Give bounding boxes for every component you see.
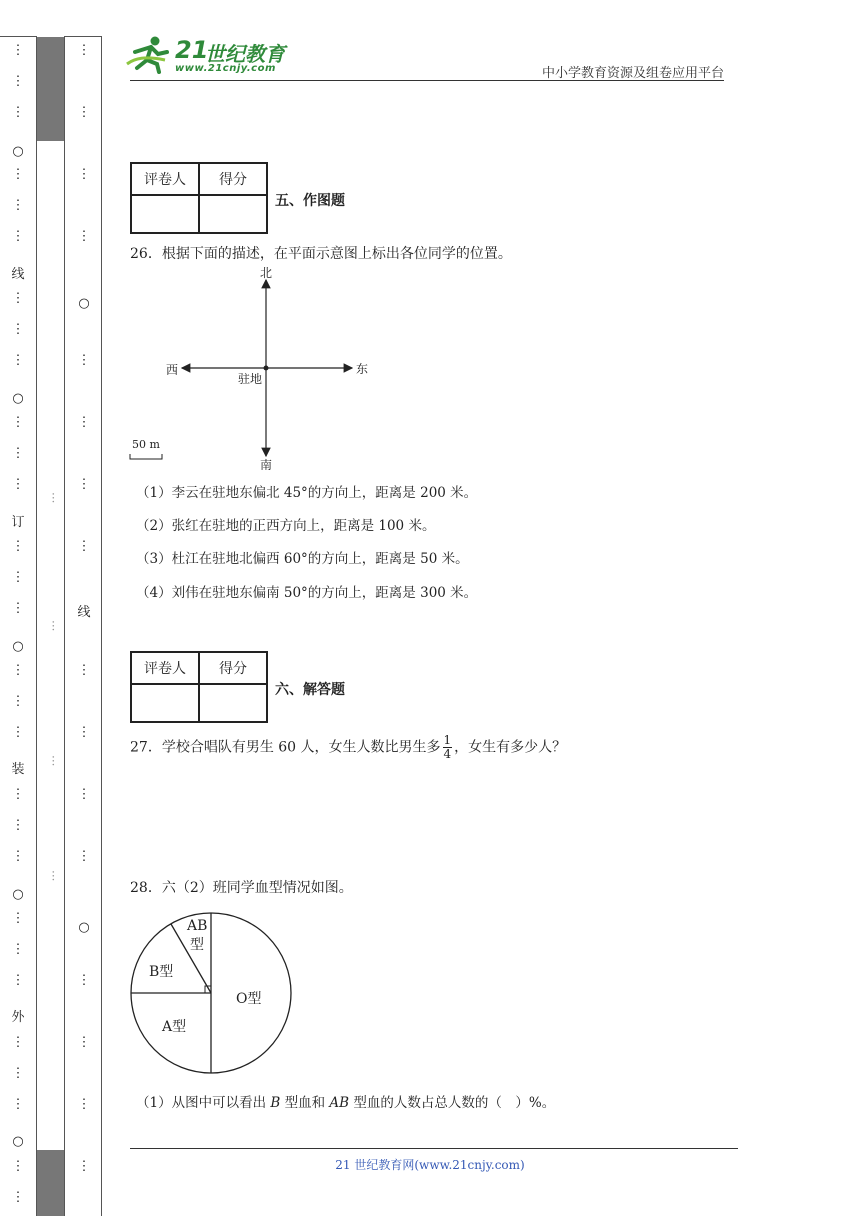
binding-circle-mark: ○ bbox=[12, 144, 24, 159]
q26-item: （3）杜江在驻地北偏西 60°的方向上，距离是 50 米。 bbox=[136, 551, 469, 567]
binding-dot: ⋮ bbox=[11, 694, 25, 709]
fraction-denominator: 4 bbox=[443, 747, 452, 761]
binding-circle-mark: ○ bbox=[12, 639, 24, 654]
binding-label-line: 线 bbox=[11, 267, 25, 282]
binding-label-ding: 订 bbox=[11, 515, 25, 530]
binding-fill-dots: ··· bbox=[46, 492, 60, 504]
compass-diagram bbox=[120, 262, 390, 474]
binding-dot: ⋮ bbox=[11, 322, 25, 337]
binding-dot: ⋮ bbox=[11, 849, 25, 864]
binding-dot: ⋮ bbox=[77, 353, 91, 368]
binding-dot: ⋮ bbox=[11, 570, 25, 585]
fraction-numerator: 1 bbox=[443, 733, 452, 747]
q26-item: （4）刘伟在驻地东偏南 50°的方向上，距离是 300 米。 bbox=[136, 585, 478, 601]
binding-circle-mark: ○ bbox=[78, 296, 90, 311]
q28-item bbox=[136, 1091, 555, 1111]
origin-point bbox=[264, 366, 269, 371]
reviewer-cell bbox=[131, 684, 199, 722]
binding-dot: ⋮ bbox=[11, 1159, 25, 1174]
pie-label-a: A型 bbox=[162, 1019, 187, 1035]
fraction bbox=[443, 734, 453, 761]
site-logo bbox=[125, 34, 315, 78]
footer-text: 21 世纪教育网(www.21cnjy.com) bbox=[335, 1158, 525, 1172]
q26-item: （2）张红在驻地的正西方向上，距离是 100 米。 bbox=[136, 518, 436, 534]
binding-dot: ⋮ bbox=[11, 415, 25, 430]
binding-circle-mark: ○ bbox=[78, 920, 90, 935]
binding-dot: ⋮ bbox=[77, 229, 91, 244]
binding-dot: ⋮ bbox=[11, 167, 25, 182]
south-label: 南 bbox=[260, 458, 273, 472]
binding-dot: ⋮ bbox=[11, 1097, 25, 1112]
binding-dot: ⋮ bbox=[77, 539, 91, 554]
east-label: 东 bbox=[356, 362, 369, 376]
section-title: 六、解答题 bbox=[275, 682, 345, 698]
q28-text: 型血和 bbox=[280, 1095, 330, 1111]
binding-dot: ⋮ bbox=[77, 849, 91, 864]
question-27 bbox=[130, 734, 566, 761]
binding-dot: ⋮ bbox=[11, 198, 25, 213]
binding-dot: ⋮ bbox=[77, 725, 91, 740]
binding-dot: ⋮ bbox=[77, 973, 91, 988]
binding-circle-mark: ○ bbox=[12, 887, 24, 902]
q26-item: （1）李云在驻地东偏北 45°的方向上，距离是 200 米。 bbox=[136, 485, 478, 501]
binding-dot: ⋮ bbox=[11, 663, 25, 678]
score-label: 得分 bbox=[199, 652, 267, 684]
question-28: 28．六（2）班同学血型情况如图。 bbox=[130, 880, 353, 896]
question-27-prefix: 27．学校合唱队有男生 60 人，女生人数比男生多 bbox=[130, 739, 441, 756]
binding-dot: ⋮ bbox=[11, 818, 25, 833]
scale-bar bbox=[130, 454, 162, 459]
logo-chinese-name: 世纪教育 bbox=[205, 42, 285, 66]
score-label: 得分 bbox=[199, 163, 267, 195]
binding-dot: ⋮ bbox=[77, 43, 91, 58]
binding-dot: ⋮ bbox=[11, 787, 25, 802]
binding-dot: ⋮ bbox=[11, 942, 25, 957]
binding-dot: ⋮ bbox=[11, 105, 25, 120]
runner-logo-icon bbox=[125, 34, 173, 74]
binding-circle-mark: ○ bbox=[12, 391, 24, 406]
binding-dot: ⋮ bbox=[77, 415, 91, 430]
binding-gray-block-top bbox=[37, 37, 64, 141]
binding-dot: ⋮ bbox=[11, 477, 25, 492]
binding-dot: ⋮ bbox=[11, 353, 25, 368]
origin-label: 驻地 bbox=[238, 372, 263, 386]
question-27-suffix: ，女生有多少人？ bbox=[454, 739, 567, 756]
footer-rule bbox=[130, 1148, 738, 1149]
binding-label-zhuang: 装 bbox=[11, 762, 25, 777]
q28-text: 型血的人数占总人数的（ ）%。 bbox=[349, 1095, 556, 1111]
q28-var-ab: AB bbox=[329, 1095, 350, 1111]
grader-table bbox=[130, 162, 268, 234]
binding-fill-dots: ··· bbox=[46, 620, 60, 632]
reviewer-label: 评卷人 bbox=[131, 163, 199, 195]
scale-label: 50 m bbox=[132, 438, 160, 451]
binding-dot: ⋮ bbox=[11, 1066, 25, 1081]
score-cell bbox=[199, 195, 267, 233]
header-rule bbox=[130, 80, 724, 81]
binding-dot: ⋮ bbox=[11, 291, 25, 306]
blood-type-pie-chart bbox=[128, 910, 296, 1078]
logo-url: www.21cnjy.com bbox=[175, 63, 276, 74]
binding-dot: ⋮ bbox=[11, 1035, 25, 1050]
q28-text: （1）从图中可以看出 bbox=[136, 1095, 271, 1111]
binding-dot: ⋮ bbox=[11, 725, 25, 740]
pie-label-ab-type: 型 bbox=[190, 937, 204, 953]
binding-dot: ⋮ bbox=[77, 1159, 91, 1174]
question-26: 26．根据下面的描述，在平面示意图上标出各位同学的位置。 bbox=[130, 246, 512, 262]
west-label: 西 bbox=[166, 363, 179, 377]
binding-dot: ⋮ bbox=[11, 601, 25, 616]
binding-dot: ⋮ bbox=[11, 229, 25, 244]
pie-label-o: O型 bbox=[236, 991, 262, 1007]
binding-circle-mark: ○ bbox=[12, 1134, 24, 1149]
binding-fill-dots: ··· bbox=[46, 755, 60, 767]
pie-label-b: B型 bbox=[149, 964, 174, 980]
binding-dot: ⋮ bbox=[77, 1035, 91, 1050]
binding-dot: ⋮ bbox=[11, 74, 25, 89]
binding-dot: ⋮ bbox=[11, 1190, 25, 1205]
score-cell bbox=[199, 684, 267, 722]
q28-var-b: B bbox=[270, 1095, 281, 1111]
logo-number: 21 bbox=[175, 36, 209, 64]
north-label: 北 bbox=[260, 266, 273, 280]
grader-table bbox=[130, 651, 268, 723]
binding-label-wai: 外 bbox=[11, 1010, 25, 1025]
section-title: 五、作图题 bbox=[275, 193, 345, 209]
binding-dot: ⋮ bbox=[11, 973, 25, 988]
binding-fill-dots: ··· bbox=[46, 870, 60, 882]
binding-dot: ⋮ bbox=[77, 1097, 91, 1112]
binding-dot: ⋮ bbox=[11, 446, 25, 461]
binding-dot: ⋮ bbox=[77, 167, 91, 182]
binding-dot: ⋮ bbox=[77, 105, 91, 120]
reviewer-cell bbox=[131, 195, 199, 233]
binding-dot: ⋮ bbox=[77, 477, 91, 492]
pie-label-ab: AB bbox=[187, 918, 208, 934]
binding-dot: ⋮ bbox=[11, 539, 25, 554]
binding-label-line: 线 bbox=[77, 605, 91, 620]
binding-dot: ⋮ bbox=[11, 43, 25, 58]
site-name: 中小学教育资源及组卷应用平台 bbox=[541, 66, 724, 81]
binding-dot: ⋮ bbox=[11, 911, 25, 926]
binding-dot: ⋮ bbox=[77, 663, 91, 678]
binding-dot: ⋮ bbox=[77, 787, 91, 802]
reviewer-label: 评卷人 bbox=[131, 652, 199, 684]
